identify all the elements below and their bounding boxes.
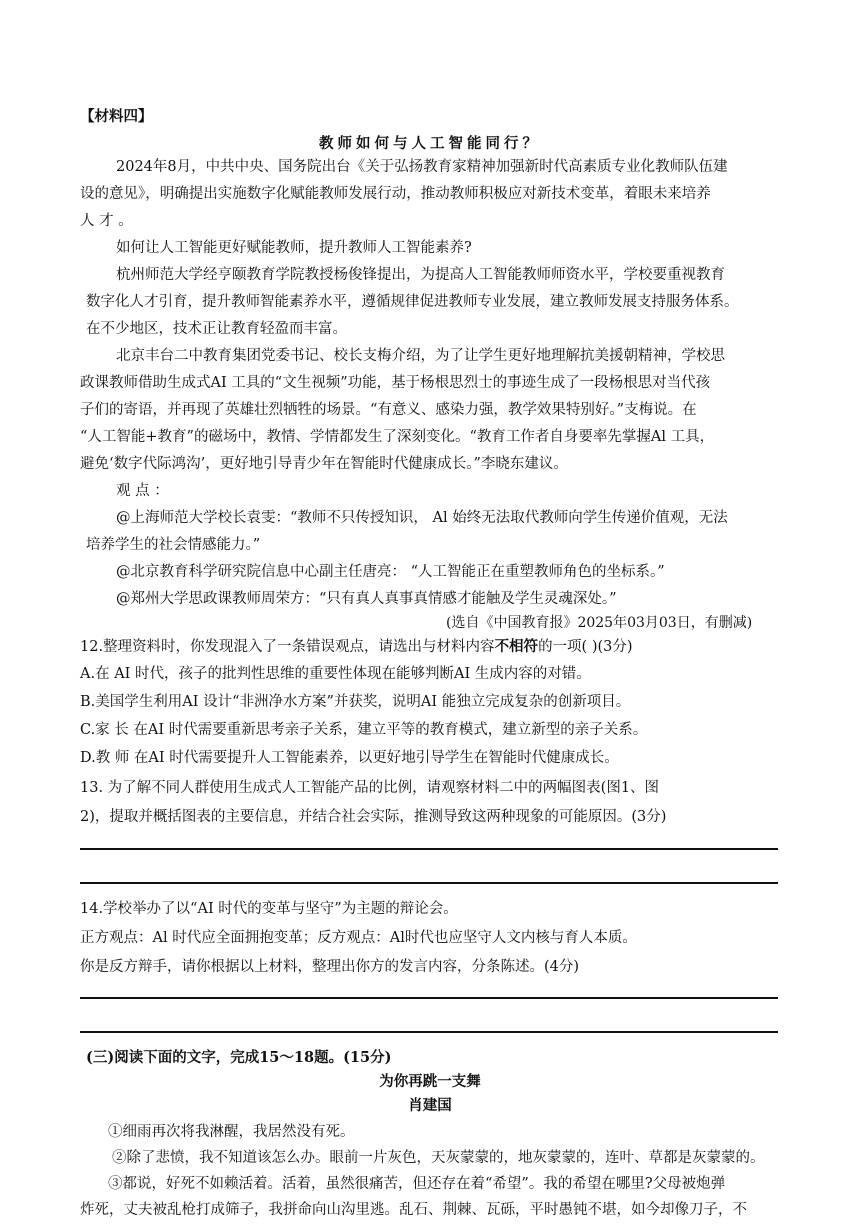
source-citation: (选自《中国教育报》2025年03月03日，有删减) bbox=[446, 615, 753, 631]
question-14-line: 正方观点：Al 时代应全面拥抱变革；反方观点：Al时代也应坚守人文内核与育人本质。 bbox=[80, 930, 637, 946]
paragraph-line: 2024年8月，中共中央、国务院出台《关于弘扬教育家精神加强新时代高素质专业化教师队伍建 bbox=[116, 159, 728, 175]
option-c: C.家 长 在AI 时代需要重新思考亲子关系，建立平等的教育模式，建立新型的亲子关系。 bbox=[80, 722, 648, 738]
viewpoint-line: 培养学生的社会情感能力。” bbox=[86, 537, 261, 553]
story-paragraph: ③都说，好死不如赖活着。活着，虽然很痛苦，但还存在着“希望”。我的希望在哪里?父母被炮弹 bbox=[108, 1176, 726, 1192]
answer-line bbox=[80, 1031, 778, 1033]
story-paragraph: ②除了悲愤，我不知道该怎么办。眼前一片灰色，天灰蒙蒙的，地灰蒙蒙的，连叶、草都是灰蒙蒙的。 bbox=[112, 1150, 765, 1166]
paragraph-line: 北京丰台二中教育集团党委书记、校长支梅介绍，为了让学生更好地理解抗美援朝精神，学校思 bbox=[116, 348, 725, 364]
question-14-line: 你是反方辩手，请你根据以上材料，整理出你方的发言内容，分条陈述。(4分) bbox=[80, 959, 580, 975]
paragraph-line: 设的意见》，明确提出实施数字化赋能教师发展行动，推动教师积极应对新技术变革，着眼未来培养 bbox=[80, 186, 711, 202]
viewpoint-line: @郑州大学思政课教师周荣方：“只有真人真事真情感才能触及学生灵魂深处。” bbox=[116, 591, 617, 607]
views-label: 观 点 ： bbox=[116, 483, 169, 499]
paragraph-line: 子们的寄语，并再现了英雄壮烈牺牲的场景。“有意义、感染力强，教学效果特别好。”支梅说。在 bbox=[80, 402, 697, 418]
viewpoint-line: @北京教育科学研究院信息中心副主任唐亮： “人工智能正在重塑教师角色的坐标系。” bbox=[116, 564, 665, 580]
section-three-heading: (三)阅读下面的文字，完成15～18题。(15分) bbox=[86, 1049, 392, 1066]
paragraph-line: 数字化人才引育，提升教师智能素养水平，遵循规律促进教师专业发展，建立教师发展支持服务体系。 bbox=[86, 294, 739, 310]
answer-line bbox=[80, 882, 778, 884]
question-13-line: 13. 为了解不同人群使用生成式人工智能产品的比例，请观察材料二中的两幅图表(图1、图 bbox=[80, 780, 660, 796]
question-13-line: 2)，提取并概括图表的主要信息，并结合社会实际，推测导致这两种现象的可能原因。(3分) bbox=[80, 809, 667, 825]
option-b: B.美国学生利用AI 设计“非洲净水方案”并获奖，说明AI 能独立完成复杂的创新项目。 bbox=[80, 694, 631, 710]
paragraph-line: 杭州师范大学经亨颐教育学院教授杨俊锋提出，为提高人工智能教师师资水平，学校要重视教育 bbox=[116, 267, 725, 283]
story-title: 为你再跳一支舞 bbox=[379, 1073, 481, 1090]
paragraph-line: 人 才 。 bbox=[80, 213, 133, 229]
viewpoint-line: @上海师范大学校长袁雯：“教师不只传授知识， Al 始终无法取代教师向学生传递价值观，无法 bbox=[116, 510, 728, 526]
answer-line bbox=[80, 848, 778, 850]
material-four-label: 【材料四】 bbox=[80, 108, 153, 125]
story-author: 肖建国 bbox=[408, 1097, 452, 1114]
emphasis-text: 不相符 bbox=[494, 638, 539, 655]
paragraph-line: 如何让人工智能更好赋能教师，提升教师人工智能素养? bbox=[116, 240, 472, 256]
option-d: D.教 师 在AI 时代需要提升人工智能素养，以更好地引导学生在智能时代健康成长。 bbox=[80, 750, 619, 766]
paragraph-line: 政课教师借助生成式AI 工具的“文生视频”功能，基于杨根思烈士的事迹生成了一段杨根思对当代孩 bbox=[80, 375, 711, 391]
paragraph-line: 在不少地区，技术正让教育轻盈而丰富。 bbox=[86, 321, 347, 337]
paragraph-line: “人工智能+教育”的磁场中，教情、学情都发生了深刻变化。“教育工作者自身要率先掌握Al 工具， bbox=[80, 429, 715, 445]
story-paragraph: ①细雨再次将我淋醒，我居然没有死。 bbox=[108, 1124, 355, 1140]
paragraph-line: 避免‘数字代际鸿沟’，更好地引导青少年在智能时代健康成长。”李晓东建议。 bbox=[80, 456, 568, 472]
material-four-title: 教师如何与人工智能同行？ bbox=[319, 135, 541, 152]
question-12-stem: 12.整理资料时，你发现混入了一条错误观点，请选出与材料内容不相符的一项( )(3分) bbox=[80, 638, 633, 655]
answer-line bbox=[80, 997, 778, 999]
question-14-line: 14.学校举办了以“AI 时代的变革与坚守”为主题的辩论会。 bbox=[80, 901, 458, 917]
story-paragraph: 炸死，丈夫被乱枪打成筛子，我拼命向山沟里逃。乱石、荆棘、瓦砾，平时愚钝不堪，如今却像刀子，不 bbox=[80, 1202, 747, 1218]
option-a: A.在 AI 时代，孩子的批判性思维的重要性体现在能够判断AI 生成内容的对错。 bbox=[80, 666, 591, 682]
